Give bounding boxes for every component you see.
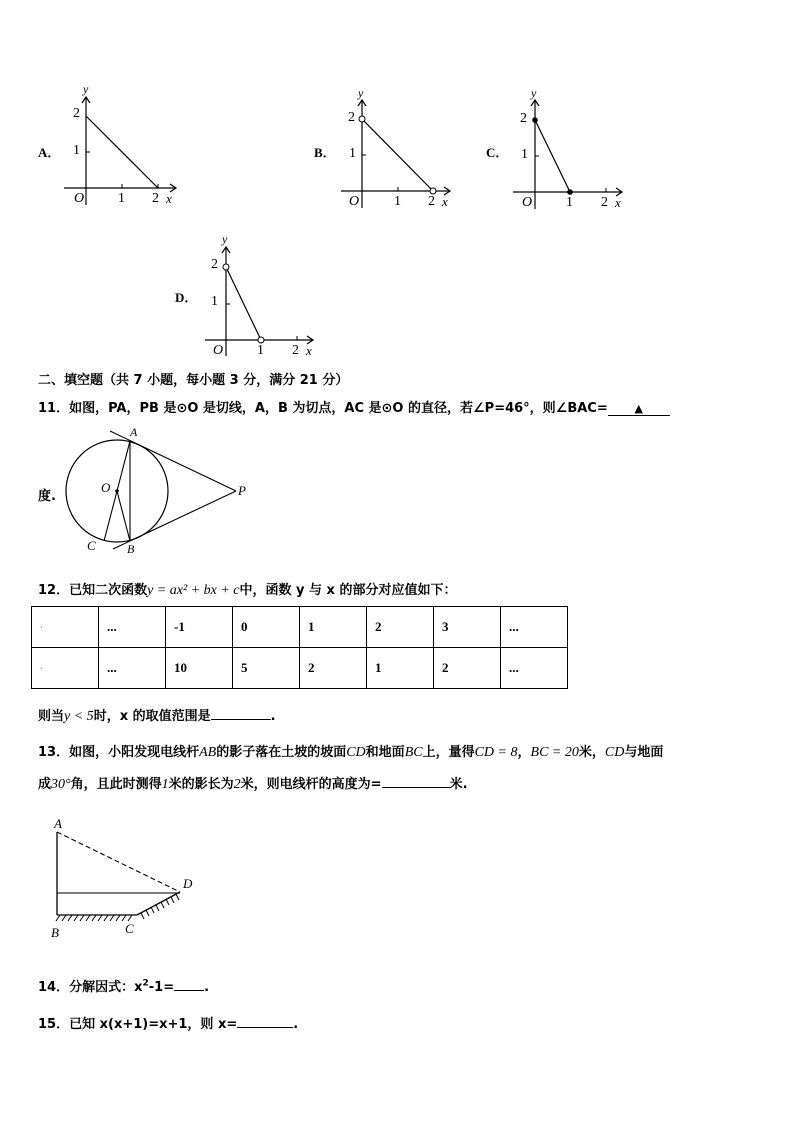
x-tick-label-1: 1: [257, 343, 264, 358]
x-tick-label-1: 1: [394, 194, 401, 209]
text-run: 米，则电线杆的高度为=: [240, 777, 382, 792]
text-run: 的影子落在土坡的坡面: [216, 745, 347, 760]
x-axis-label: x: [166, 191, 172, 206]
table-cell: 0: [233, 607, 300, 648]
question-12-suffix: 中，函数 y 与 x 的部分对应值如下：: [239, 583, 457, 598]
answer-blank[interactable]: [174, 978, 204, 991]
answer-blank[interactable]: [211, 707, 271, 720]
text-run: 与地面: [624, 745, 664, 760]
table-cell: 1: [300, 607, 367, 648]
slope-hatching: [141, 894, 179, 919]
question-12-followup: [38, 705, 276, 725]
segment-cd: CD: [346, 745, 366, 760]
question-14-prefix: 14．分解因式：x: [38, 980, 143, 995]
graph-line: [86, 116, 158, 188]
x-tick-label-1: 1: [118, 191, 125, 206]
text-run: 米，: [578, 745, 605, 760]
table-cell: 3: [434, 607, 501, 648]
equation-bc: BC = 20: [530, 745, 579, 760]
table-row: [32, 607, 568, 648]
question-14-end: .: [204, 980, 210, 995]
ground-hatching: [56, 915, 132, 921]
point-b-label: B: [51, 925, 59, 940]
text-run: 米的影长为: [168, 777, 234, 792]
radius-ob: [117, 491, 130, 541]
x-tick-label-2: 2: [292, 343, 299, 358]
slope-cd: [137, 892, 180, 915]
table-cell: 5: [233, 648, 300, 689]
table-cell: -1: [166, 607, 233, 648]
x-axis-label: x: [306, 343, 312, 358]
question-11-suffix: 度.: [38, 489, 56, 504]
option-b-label: B．: [314, 145, 336, 160]
origin-label: O: [349, 194, 360, 209]
exponent: 2: [142, 978, 149, 989]
origin-label: O: [74, 191, 85, 206]
y-axis-label: y: [531, 86, 537, 100]
table-cell: ...: [99, 607, 166, 648]
table-cell: ...: [501, 607, 568, 648]
option-a-label: A．: [38, 145, 61, 160]
followup-end: .: [270, 709, 276, 724]
table-cell: ·: [32, 607, 99, 648]
number: 1: [161, 777, 169, 792]
segment-ab: AB: [199, 745, 217, 760]
table-cell: 10: [166, 648, 233, 689]
table-cell: ...: [99, 648, 166, 689]
segment-cd: CD: [604, 745, 625, 760]
question-15-stem: 15．已知 x(x+1)=x+1，则 x=: [38, 1017, 238, 1032]
table-cell: ·: [32, 648, 99, 689]
question-15-end: .: [293, 1017, 299, 1032]
graph-line: [226, 267, 261, 340]
closed-endpoint: [532, 117, 538, 123]
question-15-text: [38, 1013, 298, 1032]
point-o-label: O: [101, 480, 111, 495]
table-cell: 2: [300, 648, 367, 689]
x-tick-label-1: 1: [566, 195, 573, 210]
text-run: 上，量得: [422, 745, 475, 760]
graph-line: [362, 119, 433, 191]
x-axis-label: x: [442, 194, 448, 209]
table-row: [32, 648, 568, 689]
option-d-label: D．: [175, 290, 198, 305]
formula: y < 5: [64, 709, 94, 724]
table-cell: 2: [434, 648, 501, 689]
y-axis-label: y: [222, 232, 228, 246]
question-11-text: [38, 397, 670, 416]
followup-suffix: 时，x 的取值范围是: [93, 709, 211, 724]
question-14-text: [38, 976, 209, 995]
center-point: [115, 489, 119, 493]
graph-line: [535, 120, 570, 192]
y-tick-label-1: 1: [73, 143, 80, 158]
table-cell: 1: [367, 648, 434, 689]
y-tick-label-2: 2: [520, 111, 527, 126]
x-tick-label-2: 2: [428, 194, 435, 209]
point-b-label: B: [127, 542, 135, 556]
question-13-line-1: [38, 741, 663, 761]
y-tick-label-2: 2: [73, 106, 80, 121]
table-cell: 2: [367, 607, 434, 648]
section-title: 二、填空题（共 7 小题，每小题 3 分，满分 21 分）: [38, 373, 349, 388]
y-tick-label-2: 2: [211, 257, 218, 272]
open-endpoint: [359, 116, 365, 122]
answer-blank[interactable]: [382, 775, 450, 788]
value-table: [31, 606, 568, 689]
x-tick-label-2: 2: [601, 195, 608, 210]
text-run: ，: [517, 745, 531, 760]
y-tick-label-1: 1: [349, 146, 356, 161]
question-14-rest: -1=: [148, 980, 175, 995]
point-a-label: A: [54, 816, 62, 831]
text-run: 成: [38, 777, 52, 792]
question-11-stem: 11．如图，PA，PB 是⊙O 是切线，A，B 为切点，AC 是⊙O 的直径，若∠P=46°，则∠BAC=: [38, 401, 608, 416]
number: 2: [233, 777, 241, 792]
text-run: 和地面: [365, 745, 405, 760]
sun-ray: [57, 832, 180, 892]
origin-label: O: [213, 343, 224, 358]
point-a-label: A: [130, 425, 138, 439]
angle-value: 30°: [51, 777, 71, 792]
y-axis-label: y: [358, 86, 364, 100]
point-c-label: C: [87, 538, 96, 553]
text-run: 13．如图，小阳发现电线杆: [38, 745, 200, 760]
answer-blank[interactable]: ▲: [608, 403, 670, 416]
tangent-pa: [110, 431, 236, 491]
answer-blank[interactable]: [237, 1015, 293, 1028]
point-p-label: P: [238, 483, 246, 498]
y-axis-label: y: [83, 82, 89, 96]
graph-d: [200, 232, 320, 357]
point-c-label: C: [125, 921, 134, 936]
table-cell: ...: [501, 648, 568, 689]
x-axis-label: x: [615, 195, 621, 210]
option-c-label: C．: [486, 145, 509, 160]
x-tick-label-2: 2: [152, 191, 159, 206]
y-tick-label-1: 1: [521, 147, 528, 162]
question-12-prefix: 12．已知二次函数: [38, 583, 148, 598]
point-d-label: D: [183, 876, 193, 891]
segment-bc: BC: [404, 745, 423, 760]
followup-prefix: 则当: [38, 709, 65, 724]
text-run: 米.: [449, 777, 468, 792]
formula: y = ax² + bx + c: [147, 583, 240, 598]
origin-label: O: [522, 195, 533, 210]
closed-endpoint: [567, 189, 573, 195]
tangent-pb: [113, 491, 236, 549]
text-run: 角，且此时测得: [70, 777, 162, 792]
y-tick-label-2: 2: [348, 110, 355, 125]
question-12-text: [38, 579, 456, 599]
equation-cd: CD = 8: [474, 745, 518, 760]
question-13-line-2: [38, 773, 468, 793]
open-endpoint: [223, 264, 229, 270]
y-tick-label-1: 1: [211, 294, 218, 309]
